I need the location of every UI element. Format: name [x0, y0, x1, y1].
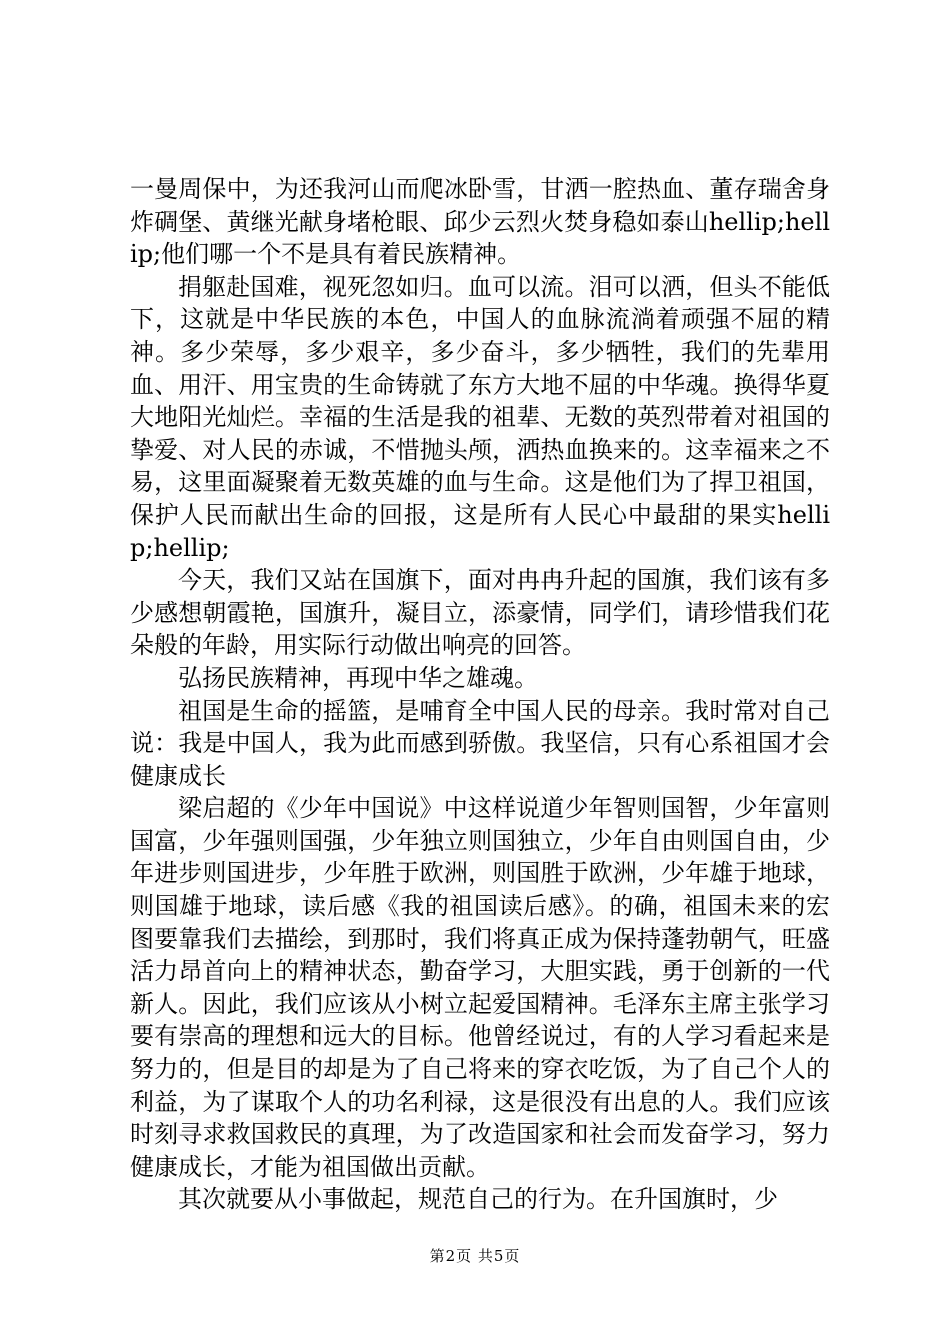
paragraph-5: 祖国是生命的摇篮，是哺育全中国人民的母亲。我时常对自己说：我是中国人，我为此而感到骄傲。我坚信，只有心系祖国才会健康成长: [130, 696, 830, 790]
page-number-footer: 第2页 共5页: [429, 1247, 521, 1265]
paragraph-1: 一曼周保中，为还我河山而爬冰卧雪，甘洒一腔热血、董存瑞舍身炸碉堡、黄继光献身堵枪眼、邱少云烈火焚身稳如泰山hellip;hellip;他们哪一个不是具有着民族精神。: [130, 175, 830, 269]
paragraph-6: 梁启超的《少年中国说》中这样说道少年智则国智，少年富则国富，少年强则国强，少年独立则国独立，少年自由则国自由，少年进步则国进步，少年胜于欧洲，则国胜于欧洲，少年雄于地球，则国雄于地球，读后感《我的祖国读后感》。的确，祖国未来的宏图要靠我们去描绘，到那时，我们将真正成为保持蓬勃朝气，旺盛活力昂首向上的精神状态，勤奋学习，大胆实践，勇于创新的一代新人。因此，我们应该从小树立起爱国精神。毛泽东主席主张学习要有崇高的理想和远大的目标。他曾经说过，有的人学习看起来是努力的，但是目的却是为了自己将来的穿衣吃饭，为了自己个人的利益，为了谋取个人的功名利禄，这是很没有出息的人。我们应该时刻寻求救国救民的真理，为了改造国家和社会而发奋学习，努力健康成长，才能为祖国做出贡献。: [130, 794, 830, 1181]
paragraph-3: 今天，我们又站在国旗下，面对冉冉升起的国旗，我们该有多少感想朝霞艳，国旗升，凝目立，添豪情，同学们，请珍惜我们花朵般的年龄，用实际行动做出响亮的回答。: [130, 566, 830, 660]
paragraph-2: 捐躯赴国难，视死忽如归。血可以流。泪可以洒，但头不能低下，这就是中华民族的本色，中国人的血脉流淌着顽强不屈的精神。多少荣辱，多少艰辛，多少奋斗，多少牺牲，我们的先辈用血、用汗、用宝贵的生命铸就了东方大地不屈的中华魂。换得华夏大地阳光灿烂。幸福的生活是我的祖辈、无数的英烈带着对祖国的挚爱、对人民的赤诚，不惜抛头颅，洒热血换来的。这幸福来之不易，这里面凝聚着无数英雄的血与生命。这是他们为了捍卫祖国，保护人民而献出生命的回报，这是所有人民心中最甜的果实hellip;hellip;: [130, 272, 830, 562]
paragraph-4: 弘扬民族精神，再现中华之雄魂。: [178, 663, 538, 692]
paragraph-7: 其次就要从小事做起，规范自己的行为。在升国旗时，少: [178, 1185, 778, 1214]
document-body: [130, 173, 830, 1216]
